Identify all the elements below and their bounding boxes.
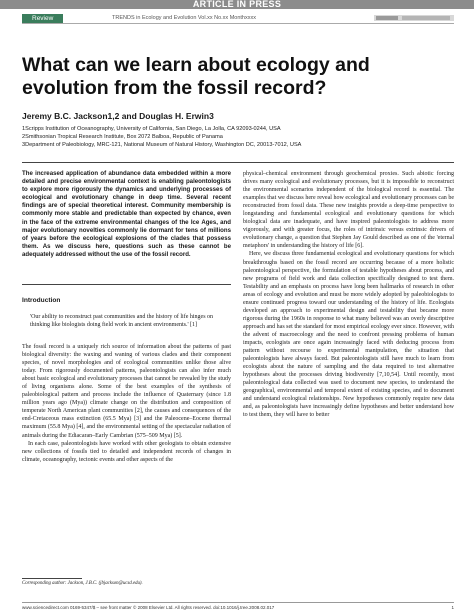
section-tag: Review bbox=[22, 14, 63, 23]
body-paragraph: In each case, paleontologists have worked with other geologists to obtain extensive new collections of fossils tied to detailed and independent records of changes in climate, oceanography, tectonic events and other aspects of the bbox=[22, 440, 231, 463]
affiliations bbox=[22, 125, 462, 149]
section-heading-introduction: Introduction bbox=[22, 297, 61, 304]
title-divider bbox=[22, 162, 454, 163]
footer-citation: www.sciencedirect.com 0169-5347/$ – see front matter © 2008 Elsevier Ltd. All rights reserved. doi:10.1016/j.tree.2008.02.017 bbox=[22, 605, 275, 610]
article-title: What can we learn about ecology and evolution from the fossil record? bbox=[22, 54, 370, 99]
footnote-divider bbox=[22, 578, 82, 579]
article-in-press-banner: ARTICLE IN PRESS bbox=[0, 0, 474, 9]
publisher-logo-icon bbox=[374, 14, 454, 22]
affiliation-3: 3Department of Paleobiology, MRC-121, National Museum of Natural History, Washington DC, 20013-7012, USA bbox=[22, 142, 302, 148]
body-paragraph: Here, we discuss three fundamental ecological and evolutionary questions for which breakthroughs based on the fossil record are occurring because of a more holistic paleontological perspective, the formulation of testable hypotheses about process, and new programs of field work and data collection specifically designed to test them. Testability and an emphasis on process have long been hallmarks of research in other areas of ecology and evolution and must be more widely adopted by paleobiologists to ensure continued progress toward our understanding of the history of life. Ecologists developed an approach to experimental design and testability that became more rigorous during the 1960s in response to what many believed was an overly descriptive approach and has set the standard for most empirical ecology ever since. However, with the advent of macroecology and the need to confront pressing problems of human impacts, ecologists are once again increasingly faced with deducing process from pattern without recourse to experimental manipulation, the situation that paleontologists have always faced. But paleontologists still have much to learn from ecologists about the nature of sampling and the data required to test alternative hypotheses about the processes driving biodiversity [7,10,54]. Until recently, most paleontological data collected was used to document new species, to understand the geographical, environmental and temporal extent of existing species, and to document and understand ecological relationships. New hypotheses commonly require new data and, as paleontologists have increasingly define hypotheses and better understand how to test them, they will have to better bbox=[243, 251, 454, 419]
author-list-text: Jeremy B.C. Jackson1,2 and Douglas H. Erwin3 bbox=[22, 111, 214, 121]
body-column-left bbox=[22, 343, 231, 464]
body-paragraph: physical–chemical environment through geochemical proxies. Such abiotic forcing drives many ecological and evolutionary processes, but it is impossible to reconstruct the environmental scenarios independent of the biological record is essential. The examples that we discuss here reveal how ecological and evolutionary processes can be reconstructed from fossil data. These new insights provide a deep-time perspective to longstanding and fundamental ecological and evolutionary questions for which biological data are inadequate, and have inspired paleontologists to address more vigorously, and with greater focus, the roles of intrinsic versus extrinsic drivers of evolutionary change, a question that Stephen Jay Gould described as one of the 'eternal metaphors' in understanding the history of life [6]. bbox=[243, 171, 454, 250]
body-column-right bbox=[243, 170, 454, 419]
page-number: 1 bbox=[451, 605, 454, 610]
abstract: The increased application of abundance data embedded within a more detailed and precise environmental context is enabling paleontologists to explore more rigorously the dynamics and underlying processes of ecological and evolutionary change in deep time. Several recent findings are of special theoretical interest. Community membership is commonly more stable and predictable than expected by chance, even in the face of the extreme environmental changes of the Ice Ages, and major evolutionary novelties commonly lie dormant for tens of millions of years before the ecological explosions of the clades that possess them. As we discuss here, questions such as these cannot be adequately addressed without the use of the fossil record. bbox=[22, 170, 231, 258]
epigraph-quote: 'Our ability to reconstruct past communities and the history of life hinges on thinking like biologists doing field work in ancient environments.' [1] bbox=[30, 314, 214, 328]
body-paragraph: The fossil record is a uniquely rich source of information about the patterns of past biological diversity: the waxing and waning of various clades and their component species, of novel morphologies and of ecological communities unlike those alive today. From rigorously documented patterns, paleontologists can also infer much about basic ecological and evolutionary processes that cannot be revealed by the study of living organisms alone. Some of the best examples of the synthesis of paleobiological pattern and process include the influence of Quaternary (since 1.8 million years ago (Mya)) climate change on the distribution and composition of temperate North American plant communities [2], the causes and consequences of the end-Cretaceous mass extinction (65.5 Mya) [3] and the Paleocene–Eocene thermal maximum (55.8 Mya) [4], and the environmental setting of the spectacular radiation of animals during the Ediacaran–Early Cambrian (575–509 Mya) [5]. bbox=[22, 344, 231, 439]
page-footer bbox=[22, 602, 454, 610]
author-list bbox=[22, 111, 214, 121]
corresponding-author-note: Corresponding author: Jackson, J.B.C. (jbjackson@ucsd.edu). bbox=[22, 581, 143, 586]
journal-line: TRENDS in Ecology and Evolution Vol.xx No.xx Monthxxxx bbox=[112, 15, 256, 21]
affiliation-2: 2Smithsonian Tropical Research Institute, Box 2072 Balboa, Republic of Panama bbox=[22, 134, 223, 140]
abstract-divider bbox=[22, 284, 231, 285]
affiliation-1: 1Scripps Institution of Oceanography, University of California, San Diego, La Jolla, CA 92093-0244, USA bbox=[22, 126, 281, 132]
journal-header bbox=[22, 14, 454, 24]
